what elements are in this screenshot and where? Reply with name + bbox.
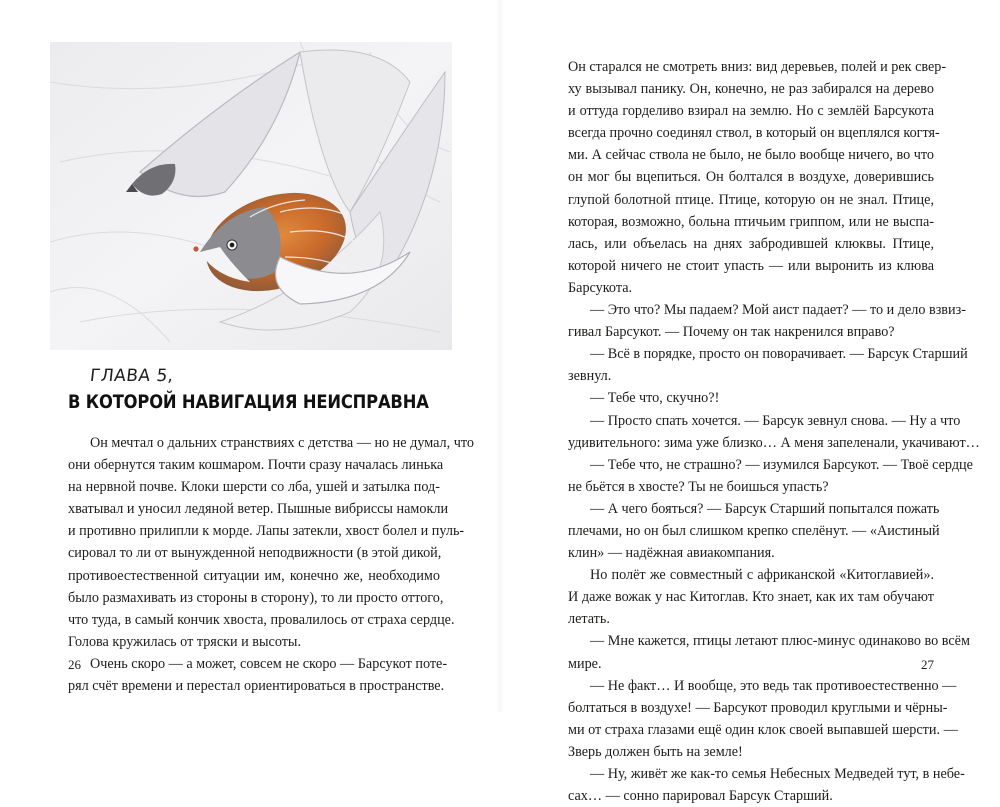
badger-cat-in-stork-beak-illustration bbox=[50, 42, 452, 350]
text-line: — Тебе что, скучно?! bbox=[590, 390, 720, 407]
text-line: всегда прочно соединял ствол, в который он вцеплялся когтя- bbox=[568, 125, 940, 142]
text-line: мире. bbox=[568, 655, 602, 672]
text-line: хватывал и уносил ледяной ветер. Пышные вибриссы намокли bbox=[68, 501, 449, 518]
text-line: болтаться в воздухе! — Барсукот проводил круглыми и чёрны- bbox=[568, 699, 948, 716]
text-line: — Это что? Мы падаем? Мой аист падает? — то и дело взвиз- bbox=[590, 302, 966, 319]
text-line: плечами, но он был слишком крепко спелёнут. — «Аистиный bbox=[568, 522, 940, 539]
text-line: Зверь должен быть на земле! bbox=[568, 743, 743, 760]
right-page bbox=[500, 0, 1000, 805]
text-line: Он мечтал о дальних странствиях с детства — но не думал, что bbox=[90, 435, 474, 451]
chapter-illustration bbox=[50, 42, 452, 350]
chapter-title: В КОТОРОЙ НАВИГАЦИЯ НЕИСПРАВНА bbox=[68, 391, 429, 413]
text-line: он мог бы вцепиться. Он болтался в воздухе, доверившись bbox=[568, 169, 934, 186]
left-page bbox=[0, 0, 500, 712]
text-line: летать. bbox=[568, 611, 610, 628]
text-line: удивительного: зима уже близко… А меня запеленали, укачивают… bbox=[568, 434, 980, 451]
text-line: клин» — надёжная авиакомпания. bbox=[568, 545, 775, 562]
text-line: противоестественной ситуации им, конечно же, необходимо bbox=[68, 567, 440, 584]
text-line: — Просто спать хочется. — Барсук зевнул снова. — Ну а что bbox=[590, 412, 961, 429]
text-line: И даже вожак у нас Китоглав. Кто знает, как их там обучают bbox=[568, 589, 934, 606]
text-line: которой ничего не стоит упасть — или выронить из клюва bbox=[568, 257, 934, 274]
text-line: — Тебе что, не страшно? — изумился Барсукот. — Твоё сердце bbox=[590, 456, 973, 473]
text-line: — Ну, живёт же как-то семья Небесных Медведей тут, в небе- bbox=[590, 766, 965, 782]
page-number-right: 27 bbox=[921, 657, 934, 672]
text-line: — Всё в порядке, просто он поворачивает. — Барсук Старший bbox=[590, 346, 968, 363]
text-line: Очень скоро — а может, совсем не скоро — Барсукот поте- bbox=[90, 655, 448, 672]
text-line: зевнул. bbox=[568, 368, 612, 385]
text-line: глупой болотной птице. Птице, которую он не знал. Птице, bbox=[568, 191, 934, 208]
text-line: которая, возможно, больна птичьим гриппом, или не выспа- bbox=[568, 213, 934, 230]
left-page-text bbox=[68, 432, 474, 697]
right-page-text bbox=[568, 56, 980, 807]
text-line: — А чего бояться? — Барсук Старший попытался пожать bbox=[590, 500, 940, 517]
text-line: Но полёт же совместный с африканской «Китоглавией». bbox=[590, 567, 934, 584]
text-line: — Не факт… И вообще, это ведь так противоестественно — bbox=[590, 677, 957, 694]
text-line: ми. А сейчас ствола не было, не было вообще ничего, во что bbox=[568, 147, 934, 164]
text-line: сировал то ли от вынужденной неподвижности (в этой дикой, bbox=[68, 545, 442, 562]
text-line: сах… — сонно парировал Барсук Старший. bbox=[568, 788, 833, 805]
text-line: что туда, в самый кончик хвоста, провалилось от страха сердце. bbox=[68, 611, 455, 628]
text-line: и оттуда горделиво взирал на землю. Но с землёй Барсукота bbox=[568, 103, 934, 120]
chapter-label: ГЛАВА 5, bbox=[88, 366, 175, 386]
text-line: Он старался не смотреть вниз: вид деревьев, полей и рек свер- bbox=[568, 59, 947, 75]
text-line: ми от страха глазами ещё один клок своей выпавшей шерсти. — bbox=[568, 721, 958, 738]
text-line: рял счёт времени и перестал ориентироваться в пространстве. bbox=[68, 678, 445, 695]
text-line: — Мне кажется, птицы летают плюс-минус одинаково во всём bbox=[590, 633, 970, 650]
text-line: было размахивать из стороны в сторону), то ли просто оттого, bbox=[68, 589, 444, 606]
text-line: они обернутся таким кошмаром. Почти сразу началась линька bbox=[68, 457, 444, 474]
text-line: ху вызывал панику. Он, конечно, не раз забирался на дерево bbox=[568, 81, 934, 98]
text-line: Барсукота. bbox=[568, 279, 633, 296]
page-number-left: 26 bbox=[68, 657, 81, 672]
text-line: не бьётся в хвосте? Ты не боишься упасть? bbox=[568, 478, 829, 495]
text-line: лась, или объелась на днях забродившей клюквы. Птице, bbox=[568, 235, 934, 252]
text-line: Голова кружилась от тряски и высоты. bbox=[68, 633, 302, 650]
text-line: гивал Барсукот. — Почему он так накренился вправо? bbox=[568, 324, 895, 341]
text-line: на нервной почве. Клоки шерсти со лба, ушей и затылка под- bbox=[68, 479, 440, 496]
text-line: и противно прилипли к морде. Лапы затекли, хвост болел и пуль- bbox=[68, 523, 465, 540]
